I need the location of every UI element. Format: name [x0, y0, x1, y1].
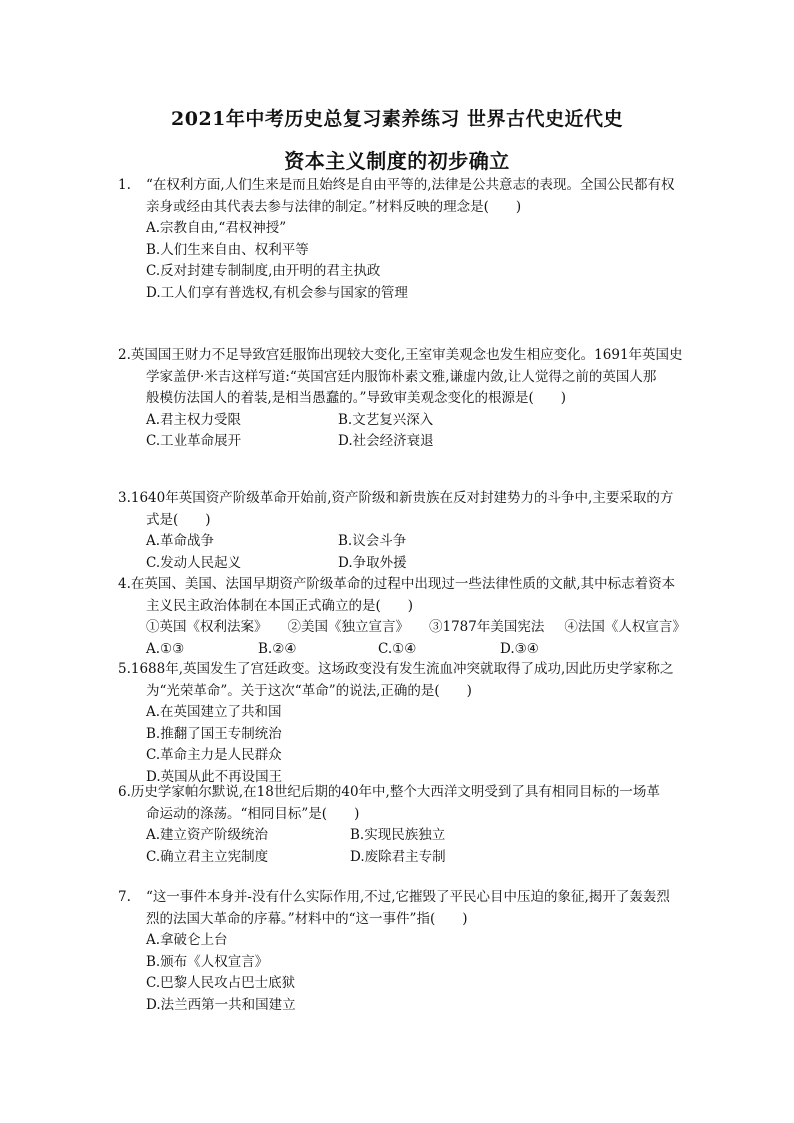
item-3: ③1787年美国宪法	[429, 619, 545, 635]
option-a: A.①③	[146, 640, 185, 657]
option-c: C.发动人民起义	[146, 554, 242, 571]
item-4: ④法国《人权宣言》	[564, 619, 686, 635]
option-b: B.颁布《人权宣言》	[146, 953, 269, 970]
question-1-stem-line-2: 亲身或经由其代表去参与法律的制定。”材料反映的理念是( )	[146, 198, 522, 215]
question-4-items	[118, 617, 698, 639]
question-7	[118, 887, 698, 1016]
option-b: B.实现民族独立	[350, 827, 446, 843]
question-2	[118, 345, 698, 453]
question-2-stem-line-2: 学家盖伊·米吉这样写道:“英国宫廷内服饰朴素文雅,谦虚内敛,让人觉得之前的英国人那	[146, 368, 657, 385]
question-7-stem	[118, 887, 698, 909]
option-a: A.拿破仑上台	[146, 932, 228, 948]
question-2-stem-line-3: 般模仿法国人的着装,是相当愚蠢的。”导致审美观念变化的根源是( )	[146, 390, 566, 406]
option-d: D.法兰西第一共和国建立	[146, 996, 296, 1013]
options-row-cd	[118, 431, 698, 453]
question-6-stem-line-2: 命运动的涤荡。“相同目标”是( )	[146, 805, 360, 822]
option-b: B.人们生来自由、权利平等	[146, 241, 309, 258]
document-subtitle: 资本主义制度的初步确立	[284, 149, 510, 173]
option-a: A.建立资产阶级统治	[146, 827, 269, 843]
question-3	[118, 488, 698, 574]
question-4	[118, 574, 698, 660]
option-b: B.推翻了国王专制统治	[146, 725, 282, 742]
question-4-stem-line-1: 4.在英国、美国、法国早期资产阶级革命的过程中出现过一些法律性质的文献,其中标志着资本	[118, 576, 676, 592]
question-5-stem-line-2: 为“光荣革命”。关于这次“革命”的说法,正确的是( )	[146, 682, 472, 699]
option-d: D.社会经济衰退	[338, 433, 434, 449]
item-1: ①英国《权利法案》	[146, 619, 268, 635]
option-b: B.文艺复兴深入	[338, 411, 434, 428]
option-a: A.君主权力受限	[146, 411, 242, 428]
question-7-number: 7.	[118, 889, 131, 905]
question-3-stem-line-1: 3.1640年英国资产阶级革命开始前,资产阶级和新贵族在反对封建势力的斗争中,主要采取的方	[118, 490, 674, 506]
option-c: C.①④	[378, 640, 417, 657]
option-d: D.英国从此不再设国王	[146, 768, 283, 785]
question-3-stem-line-2: 式是( )	[146, 511, 211, 528]
document-title: 2021年中考历史总复习素养练习 世界古代史近代史	[171, 108, 623, 130]
option-c: C.革命主力是人民群众	[146, 747, 282, 763]
question-5	[118, 659, 698, 788]
question-6-stem-line-1: 6.历史学家帕尔默说,在18世纪后期的40年中,整个大西洋文明受到了具有相同目标的一场革	[118, 784, 660, 800]
item-2: ②美国《独立宣言》	[287, 619, 409, 635]
option-a: A.宗教自由,“君权神授”	[146, 220, 287, 236]
question-6	[118, 782, 698, 868]
option-c: C.确立君主立宪制度	[146, 848, 269, 865]
question-4-stem-line-2: 主义民主政治体制在本国正式确立的是( )	[146, 597, 414, 614]
question-1-number: 1.	[118, 177, 131, 193]
option-d: D.废除君主专制	[350, 848, 446, 865]
options-row-cd	[118, 847, 698, 869]
option-c: C.工业革命展开	[146, 433, 242, 449]
question-7-stem-line-2: 烈的法国大革命的序幕。”材料中的“这一事件”指( )	[146, 910, 468, 927]
question-7-stem-line-1: “这一事件本身并-没有什么实际作用,不过,它摧毁了平民心目中压迫的象征,揭开了轰轰烈	[146, 889, 670, 905]
option-d: D.争取外援	[338, 554, 407, 571]
option-c: C.反对封建专制制度,由开明的君主执政	[146, 263, 381, 279]
option-b: B.②④	[258, 640, 297, 657]
options-row-ab	[118, 410, 698, 432]
question-1-stem	[118, 175, 698, 197]
question-2-stem-line-1: 2.英国国王财力不足导致宫廷服饰出现较大变化,王室审美观念也发生相应变化。1691年英国史	[118, 347, 683, 363]
option-a: A.在英国建立了共和国	[146, 704, 282, 720]
option-d: D.③④	[500, 640, 539, 657]
question-1	[118, 175, 698, 304]
option-b: B.议会斗争	[338, 533, 407, 549]
option-c: C.巴黎人民攻占巴士底狱	[146, 975, 296, 991]
question-5-stem-line-1: 5.1688年,英国发生了宫廷政变。这场政变没有发生流血冲突就取得了成功,因此历史学家称之	[118, 661, 674, 677]
options-row-ab	[118, 825, 698, 847]
options-row-cd	[118, 553, 698, 575]
option-d: D.工人们享有普选权,有机会参与国家的管理	[146, 284, 408, 301]
options-row-ab	[118, 531, 698, 553]
question-1-stem-line-1: “在权利方面,人们生来是而且始终是自由平等的,法律是公共意志的表现。全国公民都有权	[146, 177, 675, 193]
option-a: A.革命战争	[146, 533, 215, 549]
options-row	[118, 639, 698, 661]
